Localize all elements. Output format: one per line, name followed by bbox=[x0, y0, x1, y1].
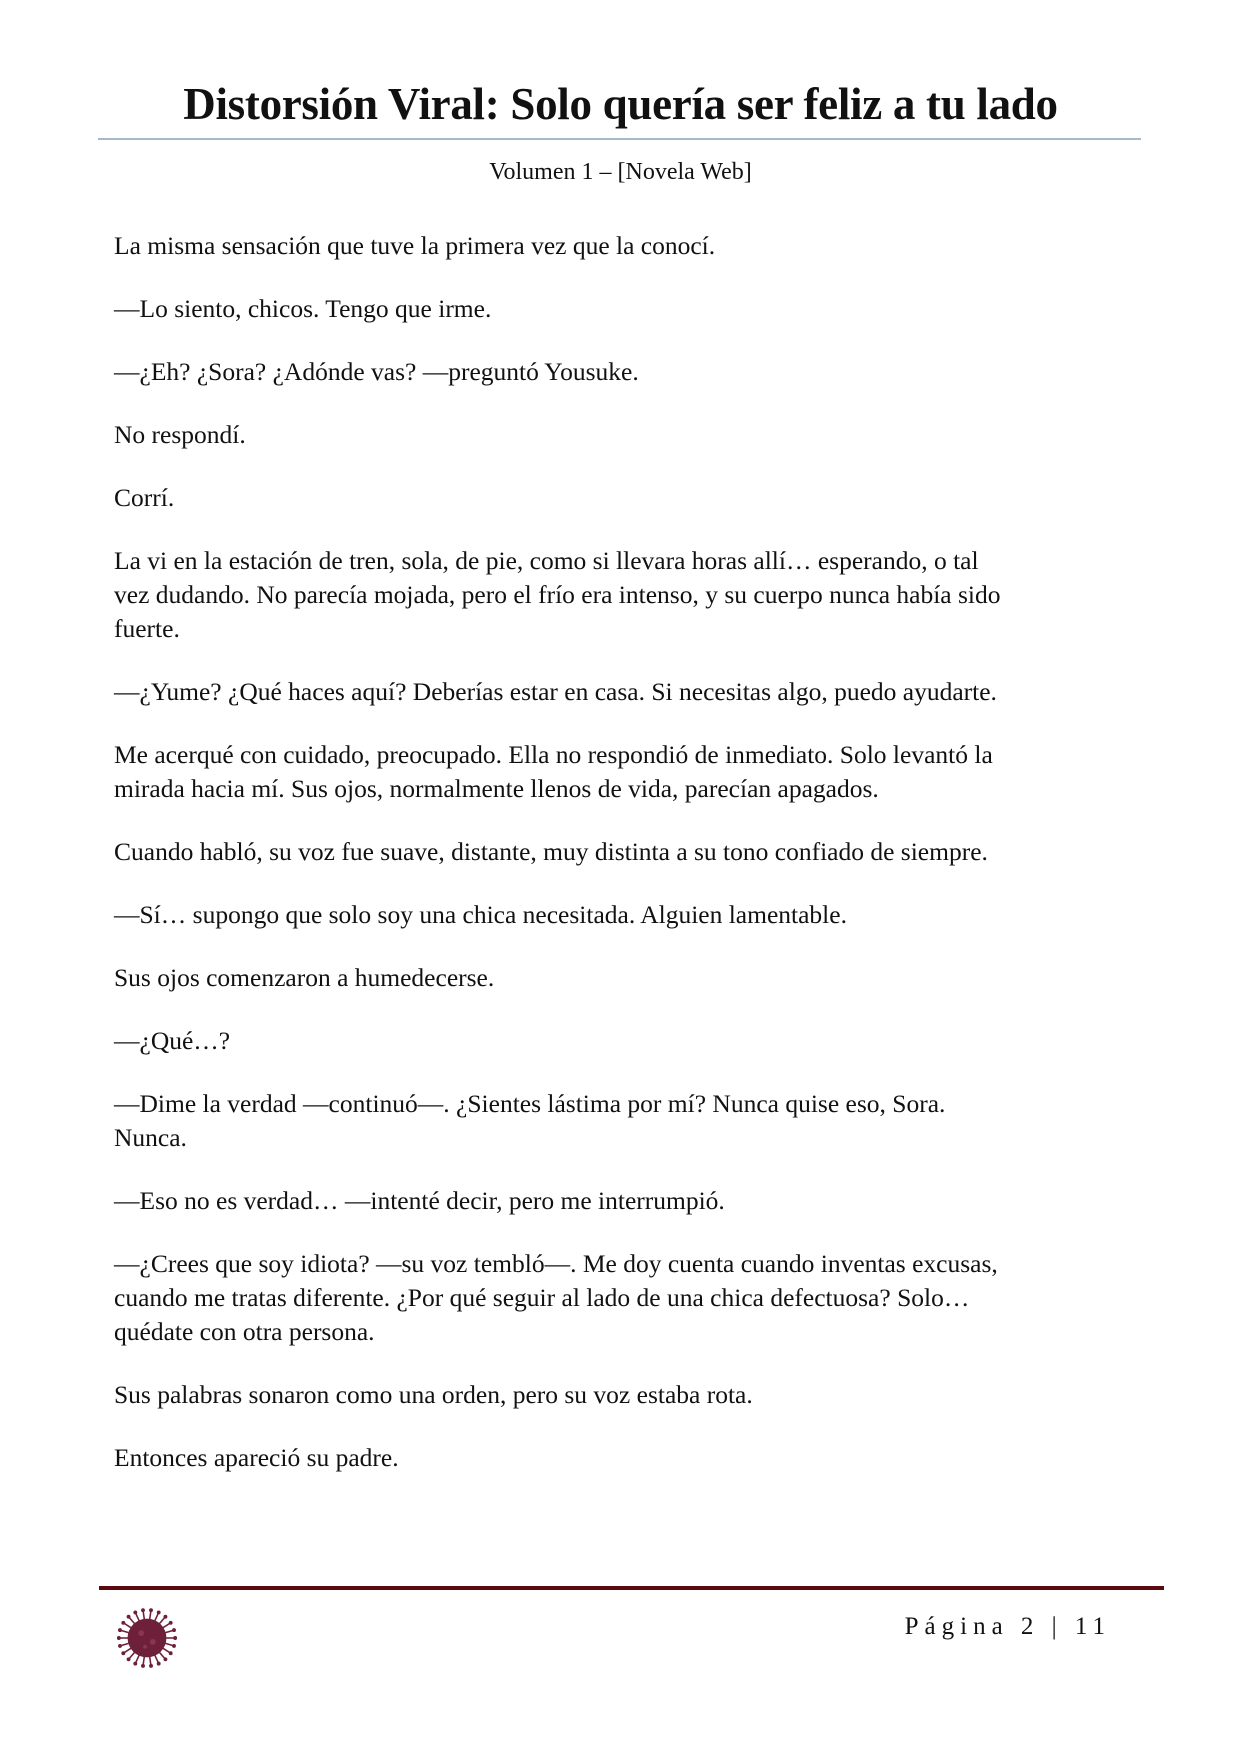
paragraph bbox=[114, 229, 1144, 263]
document-subtitle: Volumen 1 – [Novela Web] bbox=[489, 159, 752, 185]
text-line: Sus ojos comenzaron a humedecerse. bbox=[114, 963, 495, 992]
text-line: —Eso no es verdad… —intenté decir, pero me interrumpió. bbox=[114, 1186, 725, 1215]
text-line: Corrí. bbox=[114, 483, 175, 512]
text-line: —¿Yume? ¿Qué haces aquí? Deberías estar en casa. Si necesitas algo, puedo ayudarte. bbox=[114, 677, 997, 706]
paragraph bbox=[114, 675, 1144, 709]
text-line: —¿Crees que soy idiota? —su voz tembló—. Me doy cuenta cuando inventas excusas, bbox=[114, 1249, 998, 1278]
text-line: cuando me tratas diferente. ¿Por qué seguir al lado de una chica defectuosa? Solo… bbox=[114, 1283, 970, 1312]
paragraph bbox=[114, 1441, 1144, 1475]
text-line: La misma sensación que tuve la primera vez que la conocí. bbox=[114, 231, 716, 260]
text-line: Cuando habló, su voz fue suave, distante, muy distinta a su tono confiado de siempre. bbox=[114, 837, 988, 866]
paragraph bbox=[114, 1378, 1144, 1412]
document-body bbox=[114, 229, 1144, 1504]
text-line: mirada hacia mí. Sus ojos, normalmente llenos de vida, parecían apagados. bbox=[114, 774, 879, 803]
text-line: —¿Eh? ¿Sora? ¿Adónde vas? —preguntó Yousuke. bbox=[114, 357, 639, 386]
text-line: vez dudando. No parecía mojada, pero el frío era intenso, y su cuerpo nunca había sido bbox=[114, 580, 1001, 609]
text-line: —Sí… supongo que solo soy una chica necesitada. Alguien lamentable. bbox=[114, 900, 847, 929]
paragraph bbox=[114, 355, 1144, 389]
text-line: quédate con otra persona. bbox=[114, 1317, 375, 1346]
paragraph bbox=[114, 1087, 1144, 1155]
text-line: fuerte. bbox=[114, 614, 180, 643]
text-line: —Lo siento, chicos. Tengo que irme. bbox=[114, 294, 492, 323]
text-line: —¿Qué…? bbox=[114, 1026, 231, 1055]
paragraph bbox=[114, 1024, 1144, 1058]
text-line: Me acerqué con cuidado, preocupado. Ella no respondió de inmediato. Solo levantó la bbox=[114, 740, 993, 769]
text-line: No respondí. bbox=[114, 420, 246, 449]
virus-icon bbox=[114, 1604, 180, 1672]
text-line: Entonces apareció su padre. bbox=[114, 1443, 399, 1472]
paragraph bbox=[114, 1247, 1144, 1349]
text-line: Nunca. bbox=[114, 1123, 187, 1152]
footer-divider bbox=[99, 1586, 1164, 1590]
page-number: Página 2 | 11 bbox=[904, 1613, 1111, 1640]
paragraph bbox=[114, 481, 1144, 515]
paragraph bbox=[114, 1184, 1144, 1218]
text-line: La vi en la estación de tren, sola, de pie, como si llevara horas allí… esperando, o tal bbox=[114, 546, 979, 575]
paragraph bbox=[114, 738, 1144, 806]
text-line: —Dime la verdad —continuó—. ¿Sientes lástima por mí? Nunca quise eso, Sora. bbox=[114, 1089, 946, 1118]
paragraph bbox=[114, 961, 1144, 995]
document-title: Distorsión Viral: Solo quería ser feliz a tu lado bbox=[183, 79, 1058, 129]
header-divider bbox=[98, 138, 1141, 140]
paragraph bbox=[114, 292, 1144, 326]
paragraph bbox=[114, 418, 1144, 452]
text-line: Sus palabras sonaron como una orden, pero su voz estaba rota. bbox=[114, 1380, 753, 1409]
paragraph bbox=[114, 544, 1144, 646]
paragraph bbox=[114, 898, 1144, 932]
paragraph bbox=[114, 835, 1144, 869]
